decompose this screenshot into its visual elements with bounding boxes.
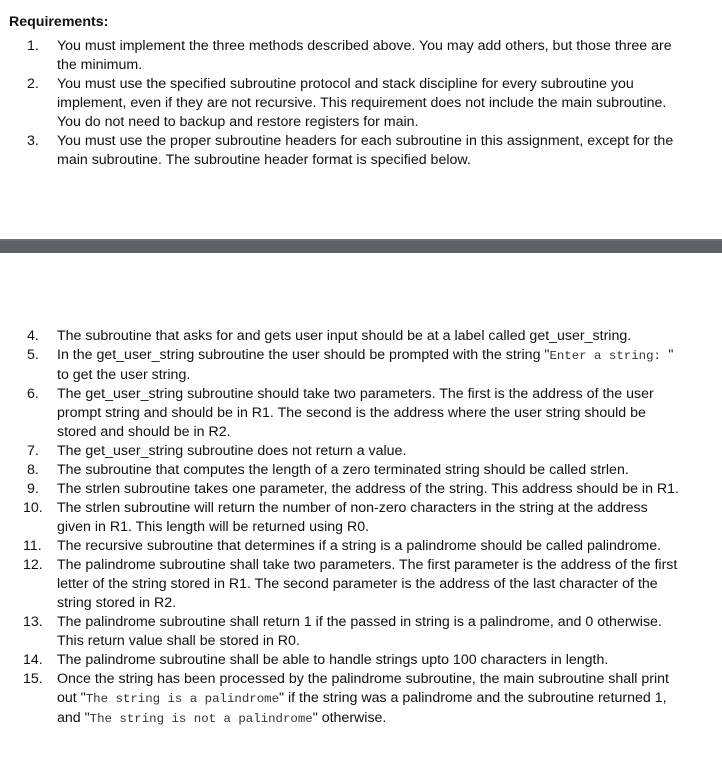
requirement-item [0,480,722,499]
text-segment: " otherwise. [312,710,387,726]
requirement-number: 14. [23,652,43,668]
text-segment: The palindrome subroutine shall be able to handle strings upto 100 characters in length. [57,652,609,668]
text-segment: In the get_user_string subroutine the user should be prompted with the string " [57,347,550,363]
requirement-number: 9. [27,481,39,497]
requirement-item [0,385,722,442]
requirement-text [57,614,662,649]
requirement-number: 15. [23,671,43,687]
text-segment: The get_user_string subroutine should take two parameters. The first is the address of the user prompt string and should be in R1. The second is the address where the user string should be stored and should be in R2. [57,386,654,440]
text-segment: The get_user_string subroutine does not return a value. [57,443,407,459]
text-segment: The subroutine that computes the length of a zero terminated string should be called strlen. [57,462,629,478]
requirement-number: 13. [23,614,43,630]
text-segment: The strlen subroutine will return the number of non-zero characters in the string at the address given in R1. This length will be returned using R0. [57,500,648,535]
requirement-number: 8. [27,462,39,478]
requirement-item [0,346,722,385]
requirement-number: 2. [27,76,39,92]
requirement-item [0,670,722,729]
requirement-text [57,557,677,611]
requirement-text [57,462,629,478]
text-segment: The strlen subroutine takes one parameter, the address of the string. This address should be in R1. [57,481,679,497]
requirement-item [0,651,722,670]
requirement-text [57,76,666,130]
requirements-list-part-2 [0,327,722,729]
page-break-divider [0,239,722,253]
text-segment: You must use the specified subroutine protocol and stack discipline for every subroutine you implement, even if they are not recursive. This requirement does not include the main subroutine. You do not need to backup and restore registers for main. [57,76,667,130]
text-segment: " to get the user string. [57,347,674,383]
requirement-item [0,461,722,480]
text-segment: The palindrome subroutine shall return 1 if the passed in string is a palindrome, and 0 otherwise. This return value shall be stored in R0. [57,614,662,649]
requirement-item [0,37,722,75]
code-literal: The string is not a palindrome [89,712,313,726]
requirement-number: 12. [23,557,43,573]
text-segment: You must implement the three methods described above. You may add others, but those three are the minimum. [57,38,672,73]
code-literal: The string is a palindrome [85,692,280,706]
requirement-number: 1. [27,38,39,54]
text-segment: " if the string was a palindrome and the subroutine returned 1, and " [57,690,667,726]
requirement-text [57,386,654,440]
requirement-number: 11. [23,538,42,554]
requirement-text [57,671,669,726]
requirement-text [57,38,672,73]
text-segment: Once the string has been processed by the palindrome subroutine, the main subroutine shall print out " [57,671,670,706]
requirement-text [57,443,406,459]
requirement-item [0,132,722,170]
requirement-item [0,327,722,346]
requirement-text [57,347,673,383]
requirement-text [57,328,631,344]
requirements-heading: Requirements: [9,14,109,30]
text-segment: You must use the proper subroutine headers for each subroutine in this assignment, except for the main subroutine. The subroutine header format is specified below. [57,133,674,168]
text-segment: The recursive subroutine that determines if a string is a palindrome should be called palindrome. [57,538,662,554]
requirement-item [0,613,722,651]
requirement-text [57,538,661,554]
requirement-text [57,500,648,535]
requirement-item [0,442,722,461]
requirement-number: 7. [27,443,39,459]
requirement-text [57,652,608,668]
requirement-number: 3. [27,133,39,149]
code-literal: Enter a string: [549,349,669,363]
requirement-text [57,481,679,497]
requirements-list-part-1 [0,37,722,170]
requirement-number: 4. [27,328,39,344]
requirement-text [57,133,673,168]
requirement-item [0,537,722,556]
page-break-edge [0,239,722,241]
requirement-item [0,556,722,613]
requirement-number: 10. [23,500,43,516]
requirement-item [0,499,722,537]
requirement-number: 5. [27,347,39,363]
requirement-item [0,75,722,132]
text-segment: The subroutine that asks for and gets user input should be at a label called get_user_string. [57,328,632,344]
text-segment: The palindrome subroutine shall take two parameters. The first parameter is the address of the first letter of the string stored in R1. The second parameter is the address of the last character of the string stored in R2. [57,557,678,611]
requirement-number: 6. [27,386,39,402]
